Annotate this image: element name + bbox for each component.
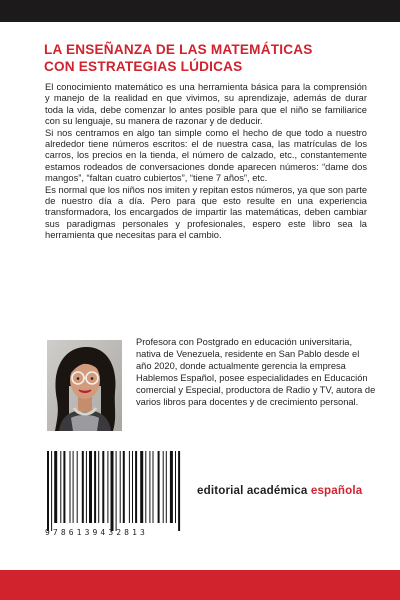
bottom-band xyxy=(0,570,400,600)
barcode-bar xyxy=(129,451,130,523)
barcode-bar xyxy=(175,451,176,523)
barcode-bar xyxy=(120,451,121,523)
author-photo xyxy=(47,340,122,431)
barcode-bar xyxy=(111,451,114,531)
barcode-bar xyxy=(116,451,117,531)
isbn-digits: 9786139432813 xyxy=(45,528,148,537)
barcode-bar xyxy=(158,451,160,523)
barcode-bar xyxy=(73,451,74,523)
blurb-paragraph: Si nos centramos en algo tan simple como el hecho de que todo a nuestro alrededor tiene números escritos: el de nuestra casa, las matrículas de los carros, los precios en la tienda, el número de calzado, etc., constantemente estamos rodeados de conversaciones donde aparecen números: “dame dos mangos”, “faltan cuatro cubiertos”, “tiene 7 años”, etc. xyxy=(45,127,367,184)
barcode-bar xyxy=(102,451,104,523)
barcode-bar xyxy=(86,451,87,523)
barcode-bar xyxy=(94,451,96,523)
barcode-bar xyxy=(82,451,84,523)
book-title-line-2: CON ESTRATEGIAS LÚDICAS xyxy=(44,59,243,74)
book-title-line-1: LA ENSEÑANZA DE LAS MATEMÁTICAS xyxy=(44,42,313,57)
barcode-bar xyxy=(98,451,99,523)
barcode-bar xyxy=(70,451,71,523)
publisher-name-accent: española xyxy=(310,484,363,497)
barcode-bar xyxy=(132,451,133,523)
barcode-bar xyxy=(60,451,61,523)
barcode-bar xyxy=(89,451,92,523)
barcode-bar xyxy=(170,451,173,523)
publisher-name-main: editorial académica xyxy=(197,484,311,497)
barcode-bar xyxy=(123,451,125,523)
barcode-bar xyxy=(163,451,164,523)
barcode-bar xyxy=(77,451,78,523)
blurb-paragraph: Es normal que los niños nos imiten y repitan estos números, ya que son parte de nuestro día a día. Pero para que esto resulte en una experiencia transformadora, los encargados de impartir las matemáticas, deben cambiar sus paradigmas personales y profesionales, espero este libro sea la herramienta que necesitas para el cambio. xyxy=(45,184,368,241)
top-band xyxy=(0,0,400,22)
barcode-bar xyxy=(47,451,49,531)
barcode-bar xyxy=(140,451,143,523)
barcode-bar xyxy=(51,451,52,531)
barcode-bar xyxy=(178,451,180,531)
book-title xyxy=(44,41,364,75)
barcode-bar xyxy=(153,451,154,523)
barcode-bar xyxy=(166,451,167,523)
back-cover-blurb xyxy=(45,82,367,242)
barcode-bar xyxy=(54,451,57,523)
publisher-name xyxy=(197,484,362,497)
author-portrait-image xyxy=(47,340,122,431)
barcode-bar xyxy=(107,451,108,523)
barcode-bar xyxy=(135,451,137,523)
barcode-bar xyxy=(145,451,146,523)
barcode-bar xyxy=(63,451,65,523)
author-bio: Profesora con Postgrado en educación universitaria, nativa de Venezuela, residente en San Pablo desde el año 2020, donde actualmente gerencia la empresa Hablemos Español, posee especialidades en Educación comercial y Especial, productora de Radio y TV, autora de varios libros para docentes y de crecimiento personal. xyxy=(136,337,376,407)
barcode-bar xyxy=(149,451,150,523)
blurb-paragraph: El conocimiento matemático es una herramienta básica para la comprensión y manejo de la realidad en que vivimos, su aprendizaje, además de durar toda la vida, debe comenzar lo antes posible para que el niño se familiarice con su lenguaje, su manera de razonar y de deducir. xyxy=(45,82,367,127)
